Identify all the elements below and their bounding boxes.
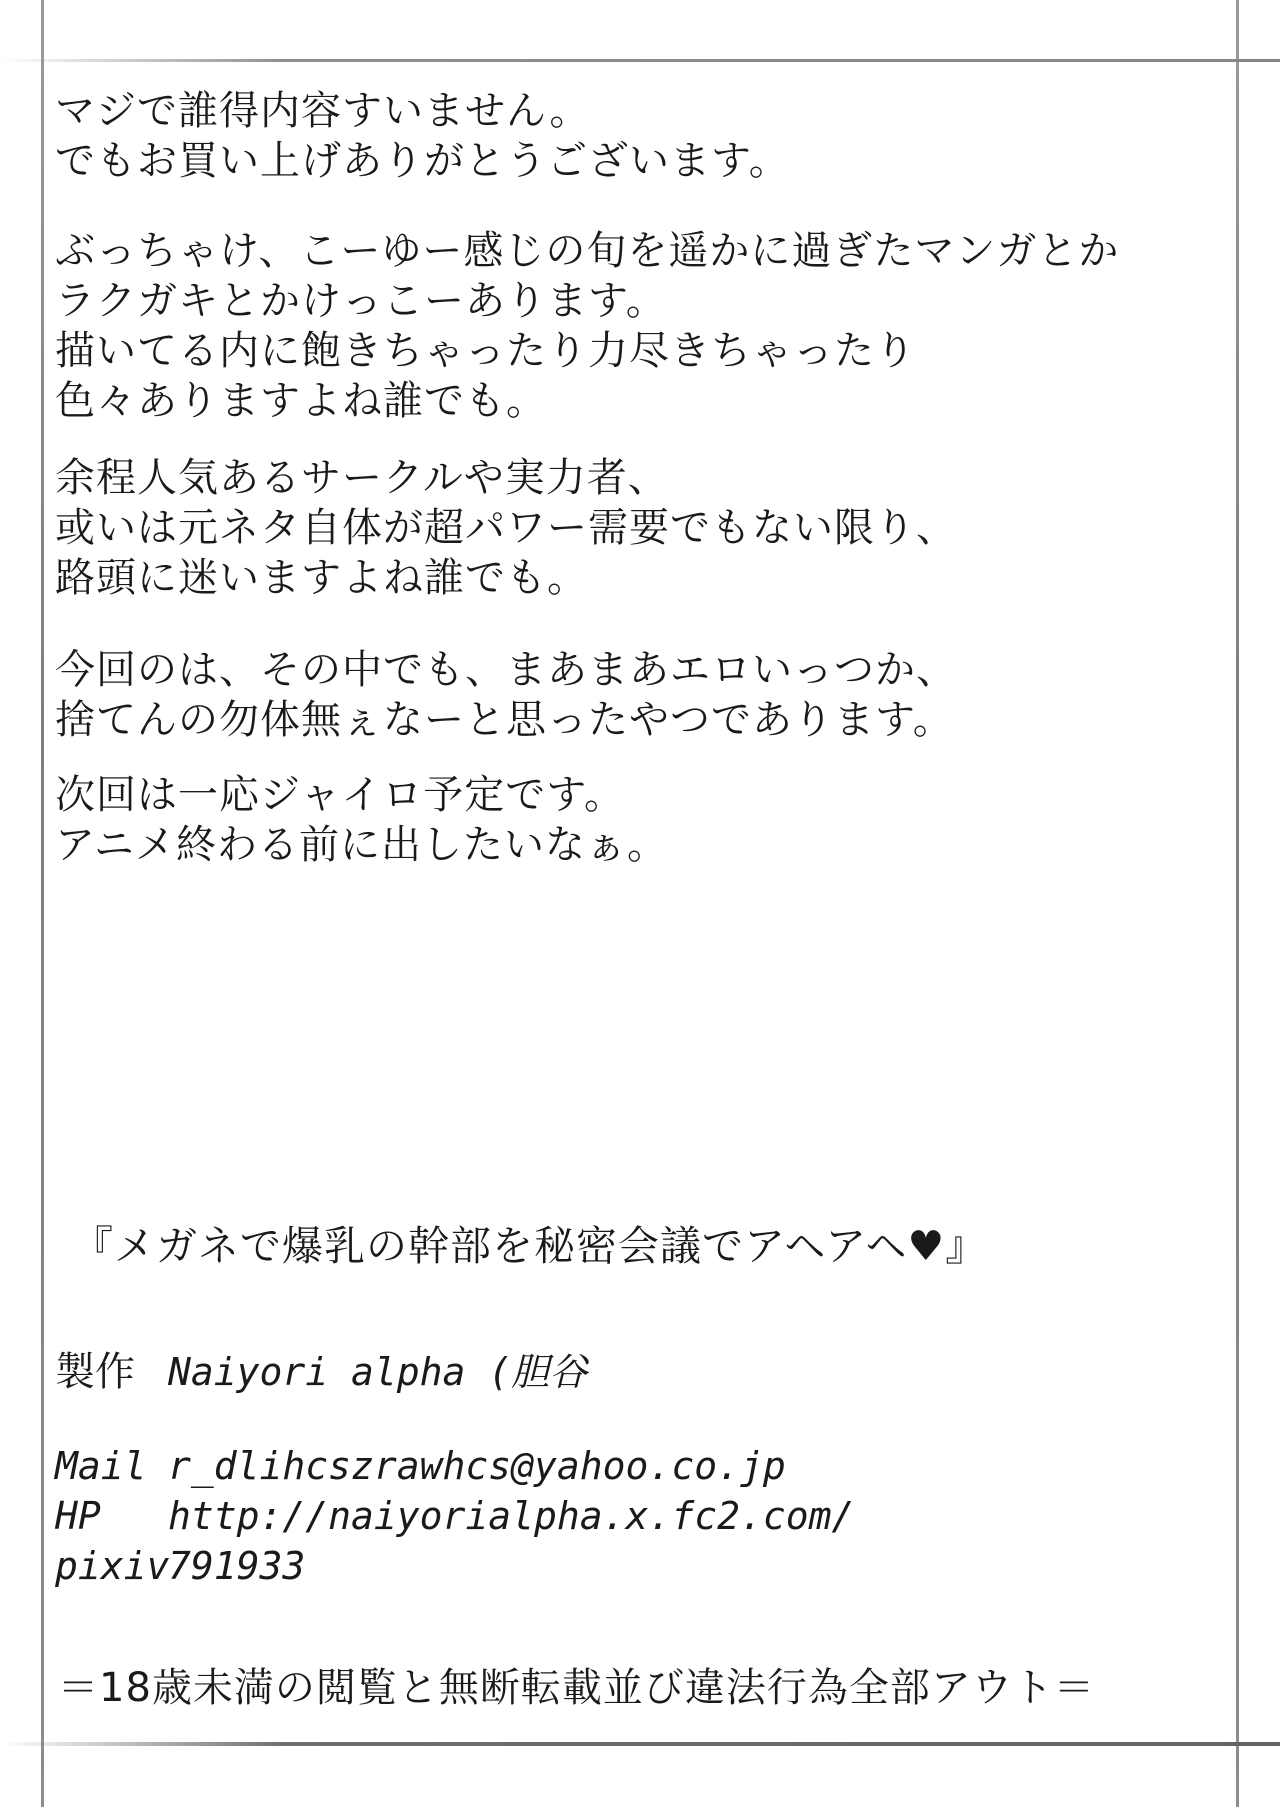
afterword-paragraph-1 bbox=[55, 86, 790, 186]
production-label: 製作 bbox=[55, 1349, 135, 1395]
afterword-paragraph-3 bbox=[55, 453, 957, 603]
age-disclaimer: ＝18歳未満の閲覧と無断転載並び違法行為全部アウト＝ bbox=[58, 1665, 1095, 1711]
frame-line-left bbox=[41, 0, 44, 1807]
hp-label: HP bbox=[55, 1494, 101, 1538]
afterword-line: 余程人気あるサークルや実力者、 bbox=[55, 455, 669, 501]
pixiv-value: 791933 bbox=[168, 1544, 306, 1588]
hp-value: http://naiyorialpha.x.fc2.com/ bbox=[168, 1494, 855, 1538]
afterword-line: 捨てんの勿体無ぇなーと思ったやつであります。 bbox=[55, 697, 954, 743]
mail-value: r_dlihcszrawhcs@yahoo.co.jp bbox=[168, 1444, 786, 1488]
credit-row-pixiv bbox=[55, 1542, 305, 1590]
frame-line-bottom bbox=[0, 1742, 1280, 1746]
frame-line-right bbox=[1236, 0, 1239, 1807]
afterword-line: 次回は一応ジャイロ予定です。 bbox=[55, 772, 625, 818]
afterword-line: 或いは元ネタ自体が超パワー需要でもない限り、 bbox=[55, 505, 957, 551]
credit-row-hp bbox=[55, 1492, 854, 1540]
afterword-line: 路頭に迷いますよね誰でも。 bbox=[55, 555, 588, 601]
afterword-line: でもお買い上げありがとうございます。 bbox=[55, 138, 790, 184]
production-value: Naiyori alpha (胆谷 bbox=[168, 1350, 588, 1394]
work-title: 『メガネで爆乳の幹部を秘密会議でアヘアヘ♥』 bbox=[72, 1222, 988, 1270]
afterword-paragraph-5 bbox=[55, 770, 668, 870]
afterword-line: 描いてる内に飽きちゃったり力尽きちゃったり bbox=[55, 328, 916, 374]
mail-label: Mail bbox=[55, 1444, 147, 1488]
frame-line-top bbox=[0, 59, 1280, 62]
afterword-line: 今回のは、その中でも、まあまあエロいっつか、 bbox=[55, 647, 957, 693]
afterword-line: アニメ終わる前に出したいなぁ。 bbox=[55, 822, 668, 868]
afterword-line: ラクガキとかけっこーあります。 bbox=[55, 278, 667, 324]
credit-row-production bbox=[55, 1348, 587, 1396]
afterword-line: マジで誰得内容すいません。 bbox=[55, 88, 591, 134]
afterword-paragraph-4 bbox=[55, 645, 957, 745]
credit-row-mail bbox=[55, 1442, 786, 1490]
afterword-line: 色々ありますよね誰でも。 bbox=[55, 378, 547, 424]
pixiv-label: pixiv bbox=[55, 1544, 170, 1588]
afterword-line: ぶっちゃけ、こーゆー感じの旬を遥かに過ぎたマンガとか bbox=[55, 228, 1120, 274]
afterword-paragraph-2 bbox=[55, 226, 1119, 426]
